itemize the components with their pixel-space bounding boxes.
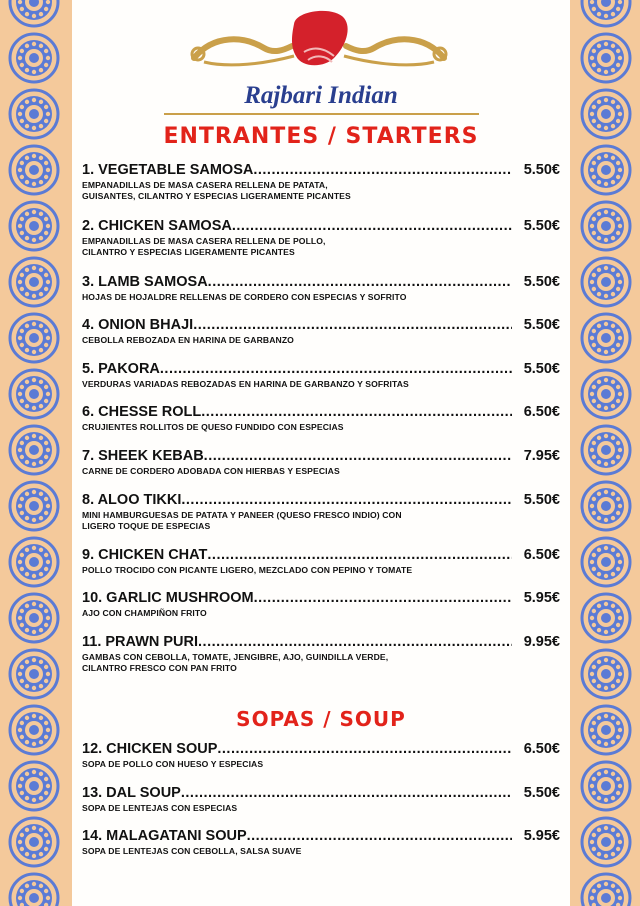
medallion-icon [10, 146, 58, 194]
item-price: 5.50€ [523, 162, 560, 178]
dot-leader [201, 404, 511, 420]
medallion-icon [582, 34, 630, 82]
menu-item [82, 317, 560, 346]
medallion-icon [10, 482, 58, 530]
item-price: 5.50€ [523, 317, 560, 333]
item-description: CEBOLLA REBOZADA EN HARINA DE GARBANZO [82, 335, 294, 345]
item-description: SOPA DE POLLO CON HUESO Y ESPECIAS [82, 759, 264, 769]
medallion-icon [582, 314, 630, 362]
medallion-icon [582, 706, 630, 754]
item-price: 5.95€ [523, 590, 560, 606]
item-description: SOPA DE LENTEJAS CON ESPECIAS [82, 803, 238, 813]
dot-leader [207, 547, 511, 563]
medallion-icon [10, 650, 58, 698]
medallion-icon [582, 538, 630, 586]
menu-item-row [82, 361, 560, 377]
medallion-icon [582, 202, 630, 250]
dot-leader [181, 492, 511, 508]
menu-item [82, 274, 560, 303]
item-name: 12. CHICKEN SOUP [82, 741, 218, 757]
menu-item [82, 218, 560, 258]
item-price: 5.50€ [523, 361, 560, 377]
medallion-icon [582, 818, 630, 866]
menu-item [82, 785, 560, 814]
medallion-icon [10, 594, 58, 642]
menu-item-row [82, 448, 560, 464]
medallion-icon [10, 874, 58, 906]
item-price: 9.95€ [523, 634, 560, 650]
medallion-icon [582, 146, 630, 194]
menu-item-row [82, 162, 560, 178]
item-price: 5.50€ [523, 274, 560, 290]
medallion-icon [10, 370, 58, 418]
menu-item-row [82, 590, 560, 606]
medallion-icon [10, 818, 58, 866]
item-description: AJO CON CHAMPIÑON FRITO [82, 608, 207, 618]
medallion-pattern-icon [0, 0, 72, 906]
menu-page [72, 0, 570, 906]
medallion-icon [10, 426, 58, 474]
item-description: HOJAS DE HOJALDRE RELLENAS DE CORDERO CON ESPECIAS Y SOFRITO [82, 292, 407, 302]
medallion-icon [10, 706, 58, 754]
item-description: EMPANADILLAS DE MASA CASERA RELLENA DE POLLO, CILANTRO Y ESPECIAS LIGERAMENTE PICANTES [82, 236, 326, 257]
item-description: EMPANADILLAS DE MASA CASERA RELLENA DE PATATA, GUISANTES, CILANTRO Y ESPECIAS LIGERAMENTE PICANTES [82, 180, 351, 201]
menu-item [82, 547, 560, 576]
item-name: 6. CHESSE ROLL [82, 404, 202, 420]
menu-item-row [82, 492, 560, 508]
item-name: 13. DAL SOUP [82, 785, 181, 801]
item-name: 10. GARLIC MUSHROOM [82, 590, 254, 606]
menu-item [82, 492, 560, 532]
medallion-icon [582, 594, 630, 642]
menu-item [82, 404, 560, 433]
medallion-icon [582, 258, 630, 306]
medallion-icon [582, 762, 630, 810]
menu-item-row [82, 741, 560, 757]
item-price: 5.50€ [523, 492, 560, 508]
item-name: 4. ONION BHAJI [82, 317, 194, 333]
item-description: SOPA DE LENTEJAS CON CEBOLLA, SALSA SUAVE [82, 846, 302, 856]
item-name: 3. LAMB SAMOSA [82, 274, 208, 290]
item-name: 14. MALAGATANI SOUP [82, 828, 247, 844]
medallion-icon [582, 426, 630, 474]
medallion-icon [582, 482, 630, 530]
dot-leader [208, 274, 512, 290]
item-description: VERDURAS VARIADAS REBOZADAS EN HARINA DE GARBANZO Y SOFRITAS [82, 379, 409, 389]
item-price: 6.50€ [523, 741, 560, 757]
item-description: CARNE DE CORDERO ADOBADA CON HIERBAS Y ESPECIAS [82, 466, 340, 476]
medallion-icon [10, 762, 58, 810]
dot-leader [193, 317, 512, 333]
dot-leader [160, 361, 512, 377]
menu-item-row [82, 634, 560, 650]
menu-item-row [82, 218, 560, 234]
restaurant-name: Rajbari Indian [244, 82, 398, 109]
item-description: GAMBAS CON CEBOLLA, TOMATE, JENGIBRE, AJO, GUINDILLA VERDE, CILANTRO FRESCO CON PAN FRITO [82, 652, 389, 673]
dot-leader [198, 634, 512, 650]
menu-item-row [82, 404, 560, 420]
item-price: 6.50€ [523, 404, 560, 420]
medallion-icon [10, 90, 58, 138]
medallion-icon [582, 0, 630, 26]
item-name: 2. CHICKEN SAMOSA [82, 218, 232, 234]
dot-leader [181, 785, 512, 801]
dot-leader [232, 218, 512, 234]
menu-item-row [82, 547, 560, 563]
menu-item [82, 828, 560, 857]
medallion-icon [582, 874, 630, 906]
item-price: 5.50€ [523, 785, 560, 801]
menu-item [82, 590, 560, 619]
left-border-pattern [0, 0, 72, 906]
dot-leader [217, 741, 511, 757]
item-description: POLLO TROCIDO CON PICANTE LIGERO, MEZCLADO CON PEPINO Y TOMATE [82, 565, 413, 575]
dot-leader [204, 448, 512, 464]
item-description: MINI HAMBURGUESAS DE PATATA Y PANEER (QUESO FRESCO INDIO) CON LIGERO TOQUE DE ESPECIAS [82, 510, 402, 531]
item-name: 11. PRAWN PURI [82, 634, 199, 650]
dot-leader [254, 590, 512, 606]
menu-item [82, 162, 560, 202]
menu-item-row [82, 274, 560, 290]
menu-item [82, 741, 560, 770]
divider [164, 113, 479, 115]
medallion-icon [582, 370, 630, 418]
medallion-icon [10, 34, 58, 82]
menu-item-row [82, 785, 560, 801]
menu-item-row [82, 828, 560, 844]
section-title-starters: ENTRANTES / STARTERS [163, 124, 479, 149]
medallion-icon [10, 0, 58, 26]
medallion-icon [582, 90, 630, 138]
menu-item [82, 448, 560, 477]
item-description: CRUJIENTES ROLLITOS DE QUESO FUNDIDO CON ESPECIAS [82, 422, 344, 432]
item-name: 1. VEGETABLE SAMOSA [82, 162, 254, 178]
dot-leader [247, 828, 512, 844]
item-price: 5.95€ [523, 828, 560, 844]
menu-item-row [82, 317, 560, 333]
menu-item [82, 634, 560, 674]
item-price: 6.50€ [523, 547, 560, 563]
item-name: 5. PAKORA [82, 361, 160, 377]
medallion-icon [10, 202, 58, 250]
right-border-pattern [570, 0, 640, 906]
item-name: 8. ALOO TIKKI [82, 492, 182, 508]
medallion-icon [10, 538, 58, 586]
item-name: 9. CHICKEN CHAT [82, 547, 208, 563]
item-name: 7. SHEEK KEBAB [82, 448, 204, 464]
item-price: 5.50€ [523, 218, 560, 234]
medallion-icon [10, 314, 58, 362]
medallion-pattern-icon [570, 0, 640, 906]
dot-leader [253, 162, 511, 178]
menu-item [82, 361, 560, 390]
medallion-icon [10, 258, 58, 306]
item-price: 7.95€ [523, 448, 560, 464]
turban-logo-icon [184, 6, 454, 76]
medallion-icon [582, 650, 630, 698]
section-title-soup: SOPAS / SOUP [236, 707, 406, 731]
